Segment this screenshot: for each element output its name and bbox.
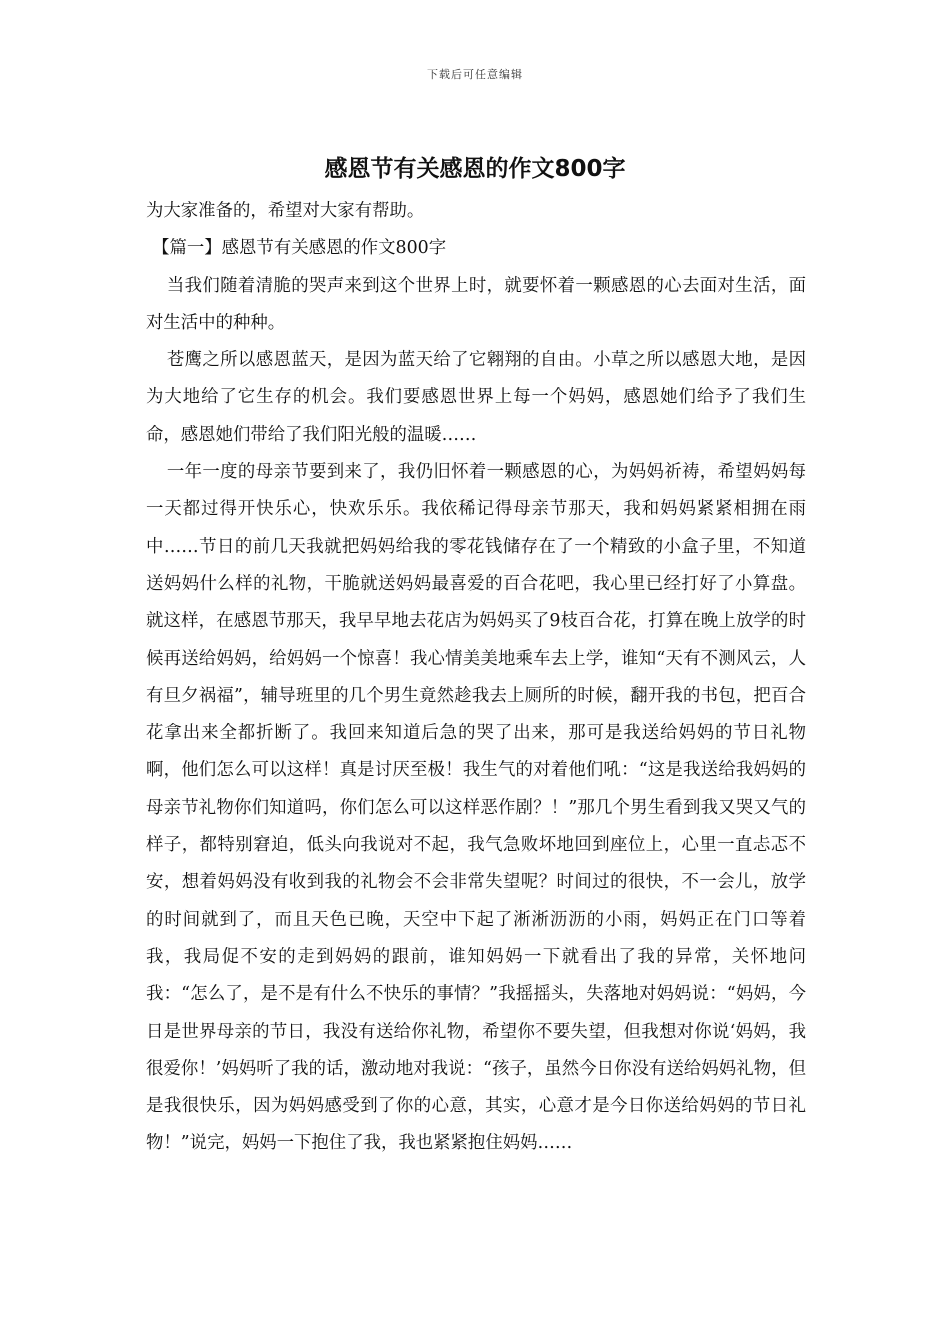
document-body: [146, 193, 806, 1163]
intro-paragraph: 为大家准备的，希望对大家有帮助。: [146, 201, 425, 221]
section-heading: 【篇一】感恩节有关感恩的作文800字: [152, 238, 447, 259]
paragraph-2: 苍鹰之所以感恩蓝天，是因为蓝天给了它翱翔的自由。小草之所以感恩大地，是因为大地给了它生存的机会。我们要感恩世界上每一个妈妈，感恩她们给予了我们生命，感恩她们带给了我们阳光般的温暖……: [146, 350, 806, 445]
document-title: 感恩节有关感恩的作文800字: [324, 156, 626, 182]
header-note: 下载后可任意编辑: [427, 68, 523, 81]
paragraph-1: 当我们随着清脆的哭声来到这个世界上时，就要怀着一颗感恩的心去面对生活，面对生活中的种种。: [146, 275, 806, 333]
paragraph-3: 一年一度的母亲节要到来了，我仍旧怀着一颗感恩的心，为妈妈祈祷，希望妈妈每一天都过得开快乐心，快欢乐乐。我依稀记得母亲节那天，我和妈妈紧紧相拥在雨中……节日的前几天我就把妈妈给我的零花钱储存在了一个精致的小盒子里，不知道送妈妈什么样的礼物，干脆就送妈妈最喜爱的百合花吧，我心里已经打好了小算盘。就这样，在感恩节那天，我早早地去花店为妈妈买了9枝百合花，打算在晚上放学的时候再送给妈妈，给妈妈一个惊喜！我心情美美地乘车去上学，谁知“天有不测风云，人有旦夕祸福”，辅导班里的几个男生竟然趁我去上厕所的时候，翻开我的书包，把百合花拿出来全都折断了。我回来知道后急的哭了出来，那可是我送给妈妈的节日礼物啊，他们怎么可以这样！真是讨厌至极！我生气的对着他们吼：“这是我送给我妈妈的母亲节礼物你们知道吗，你们怎么可以这样恶作剧？！”那几个男生看到我又哭又气的样子，都特别窘迫，低头向我说对不起，我气急败坏地回到座位上，心里一直忐忑不安，想着妈妈没有收到我的礼物会不会非常失望呢？时间过的很快，不一会儿，放学的时间就到了，而且天色已晚，天空中下起了淅淅沥沥的小雨，妈妈正在门口等着我，我局促不安的走到妈妈的跟前，谁知妈妈一下就看出了我的异常，关怀地问我：“怎么了，是不是有什么不快乐的事情？”我摇摇头，失落地对妈妈说：“妈妈，今日是世界母亲的节日，我没有送给你礼物，希望你不要失望，但我想对你说‘妈妈，我很爱你！’妈妈听了我的话，激动地对我说：“孩子，虽然今日你没有送给妈妈礼物，但是我很快乐，因为妈妈感受到了你的心意，其实，心意才是今日你送给妈妈的节日礼物！”说完，妈妈一下抱住了我，我也紧紧抱住妈妈……: [146, 462, 806, 1154]
